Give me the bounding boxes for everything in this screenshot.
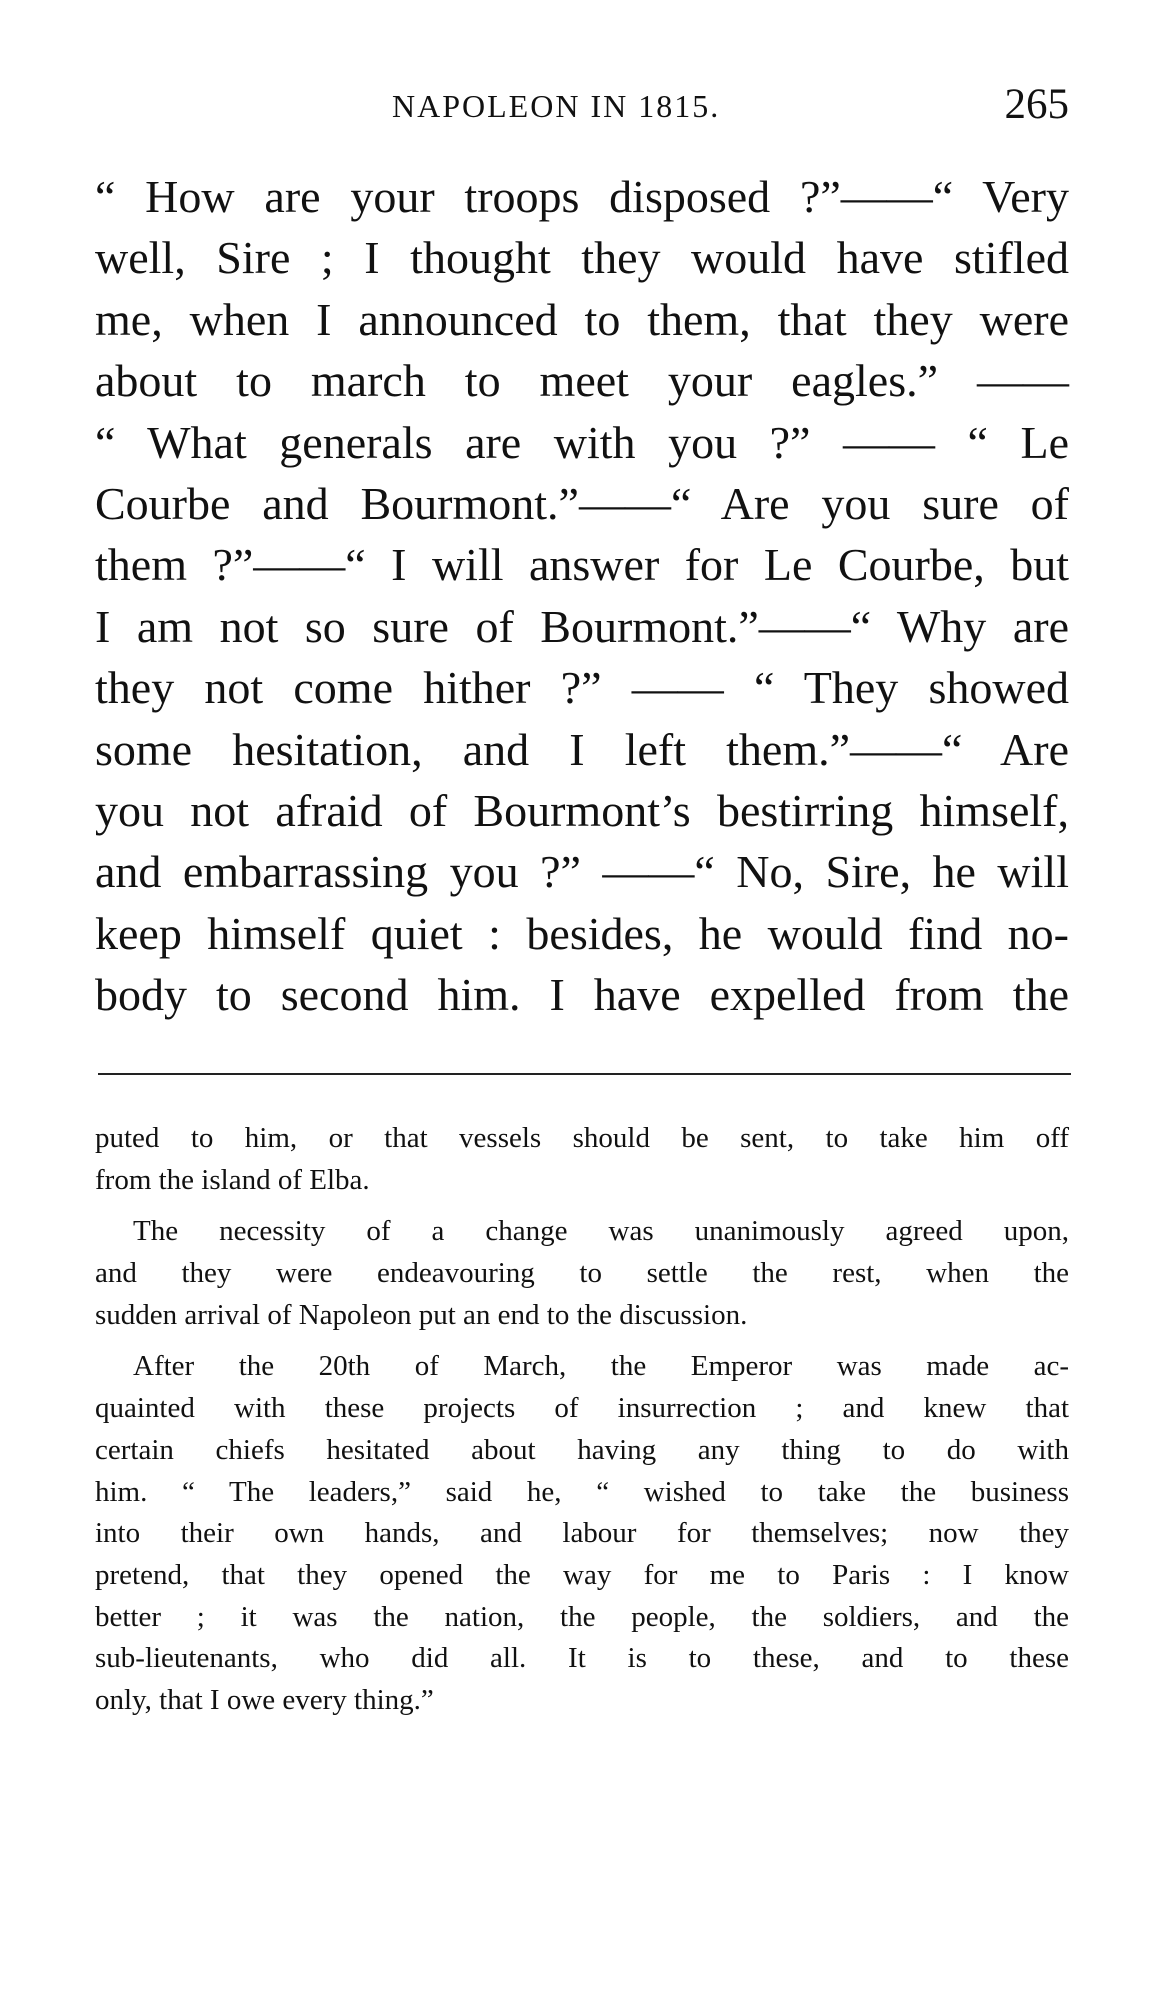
main-text-line: they not come hither ?” —— “ They showed bbox=[95, 662, 1069, 714]
main-text-line: well, Sire ; I thought they would have stifled bbox=[95, 232, 1069, 284]
main-text-block bbox=[95, 166, 1069, 1025]
main-text-line: Courbe and Bourmont.”——“ Are you sure of bbox=[95, 477, 1069, 529]
footnote-line: into their own hands, and labour for themselves; now they bbox=[95, 1517, 1069, 1550]
main-text-line: them ?”——“ I will answer for Le Courbe, but bbox=[95, 539, 1069, 591]
footnote-line: After the 20th of March, the Emperor was made ac- bbox=[133, 1350, 1069, 1383]
footnote-divider bbox=[98, 1073, 1071, 1075]
paragraph-gap bbox=[95, 1201, 1069, 1211]
main-text-line: you not afraid of Bourmont’s bestirring himself, bbox=[95, 784, 1069, 836]
main-text-line: and embarrassing you ?” ——“ No, Sire, he will bbox=[95, 846, 1069, 898]
main-text-line: “ How are your troops disposed ?”——“ Very bbox=[95, 171, 1069, 222]
main-text-line: body to second him. I have expelled from the bbox=[95, 969, 1069, 1021]
main-text-line: “ What generals are with you ?” —— “ Le bbox=[95, 416, 1069, 468]
footnote-line: sudden arrival of Napoleon put an end to the discussion. bbox=[95, 1298, 748, 1331]
main-text-line: me, when I announced to them, that they were bbox=[95, 293, 1069, 345]
page-header bbox=[95, 80, 1069, 140]
running-title: NAPOLEON IN 1815. bbox=[392, 88, 721, 124]
paragraph-gap bbox=[95, 1336, 1069, 1346]
footnote-line: and they were endeavouring to settle the rest, when the bbox=[95, 1257, 1069, 1290]
footnote-line: pretend, that they opened the way for me to Paris : I know bbox=[95, 1558, 1069, 1591]
footnote-line: The necessity of a change was unanimously agreed upon, bbox=[133, 1215, 1069, 1248]
footnote-block bbox=[95, 1118, 1069, 1722]
footnote-line: from the island of Elba. bbox=[95, 1163, 370, 1196]
footnote-line: quainted with these projects of insurrection ; and knew that bbox=[95, 1392, 1069, 1425]
footnote-line: certain chiefs hesitated about having any thing to do with bbox=[95, 1433, 1069, 1466]
main-text-line: some hesitation, and I left them.”——“ Are bbox=[95, 723, 1069, 775]
main-text-line: about to march to meet your eagles.” —— bbox=[95, 355, 1069, 407]
page-number: 265 bbox=[1004, 81, 1069, 128]
footnote-line: puted to him, or that vessels should be sent, to take him off bbox=[95, 1122, 1069, 1154]
footnote-line: sub-lieutenants, who did all. It is to these, and to these bbox=[95, 1642, 1069, 1675]
main-text-line: keep himself quiet : besides, he would find no- bbox=[95, 907, 1069, 959]
footnote-line: better ; it was the nation, the people, the soldiers, and the bbox=[95, 1600, 1069, 1633]
main-text-line: I am not so sure of Bourmont.”——“ Why are bbox=[95, 600, 1069, 652]
footnote-line: only, that I owe every thing.” bbox=[95, 1683, 434, 1716]
footnote-line: him. “ The leaders,” said he, “ wished to take the business bbox=[95, 1475, 1069, 1508]
